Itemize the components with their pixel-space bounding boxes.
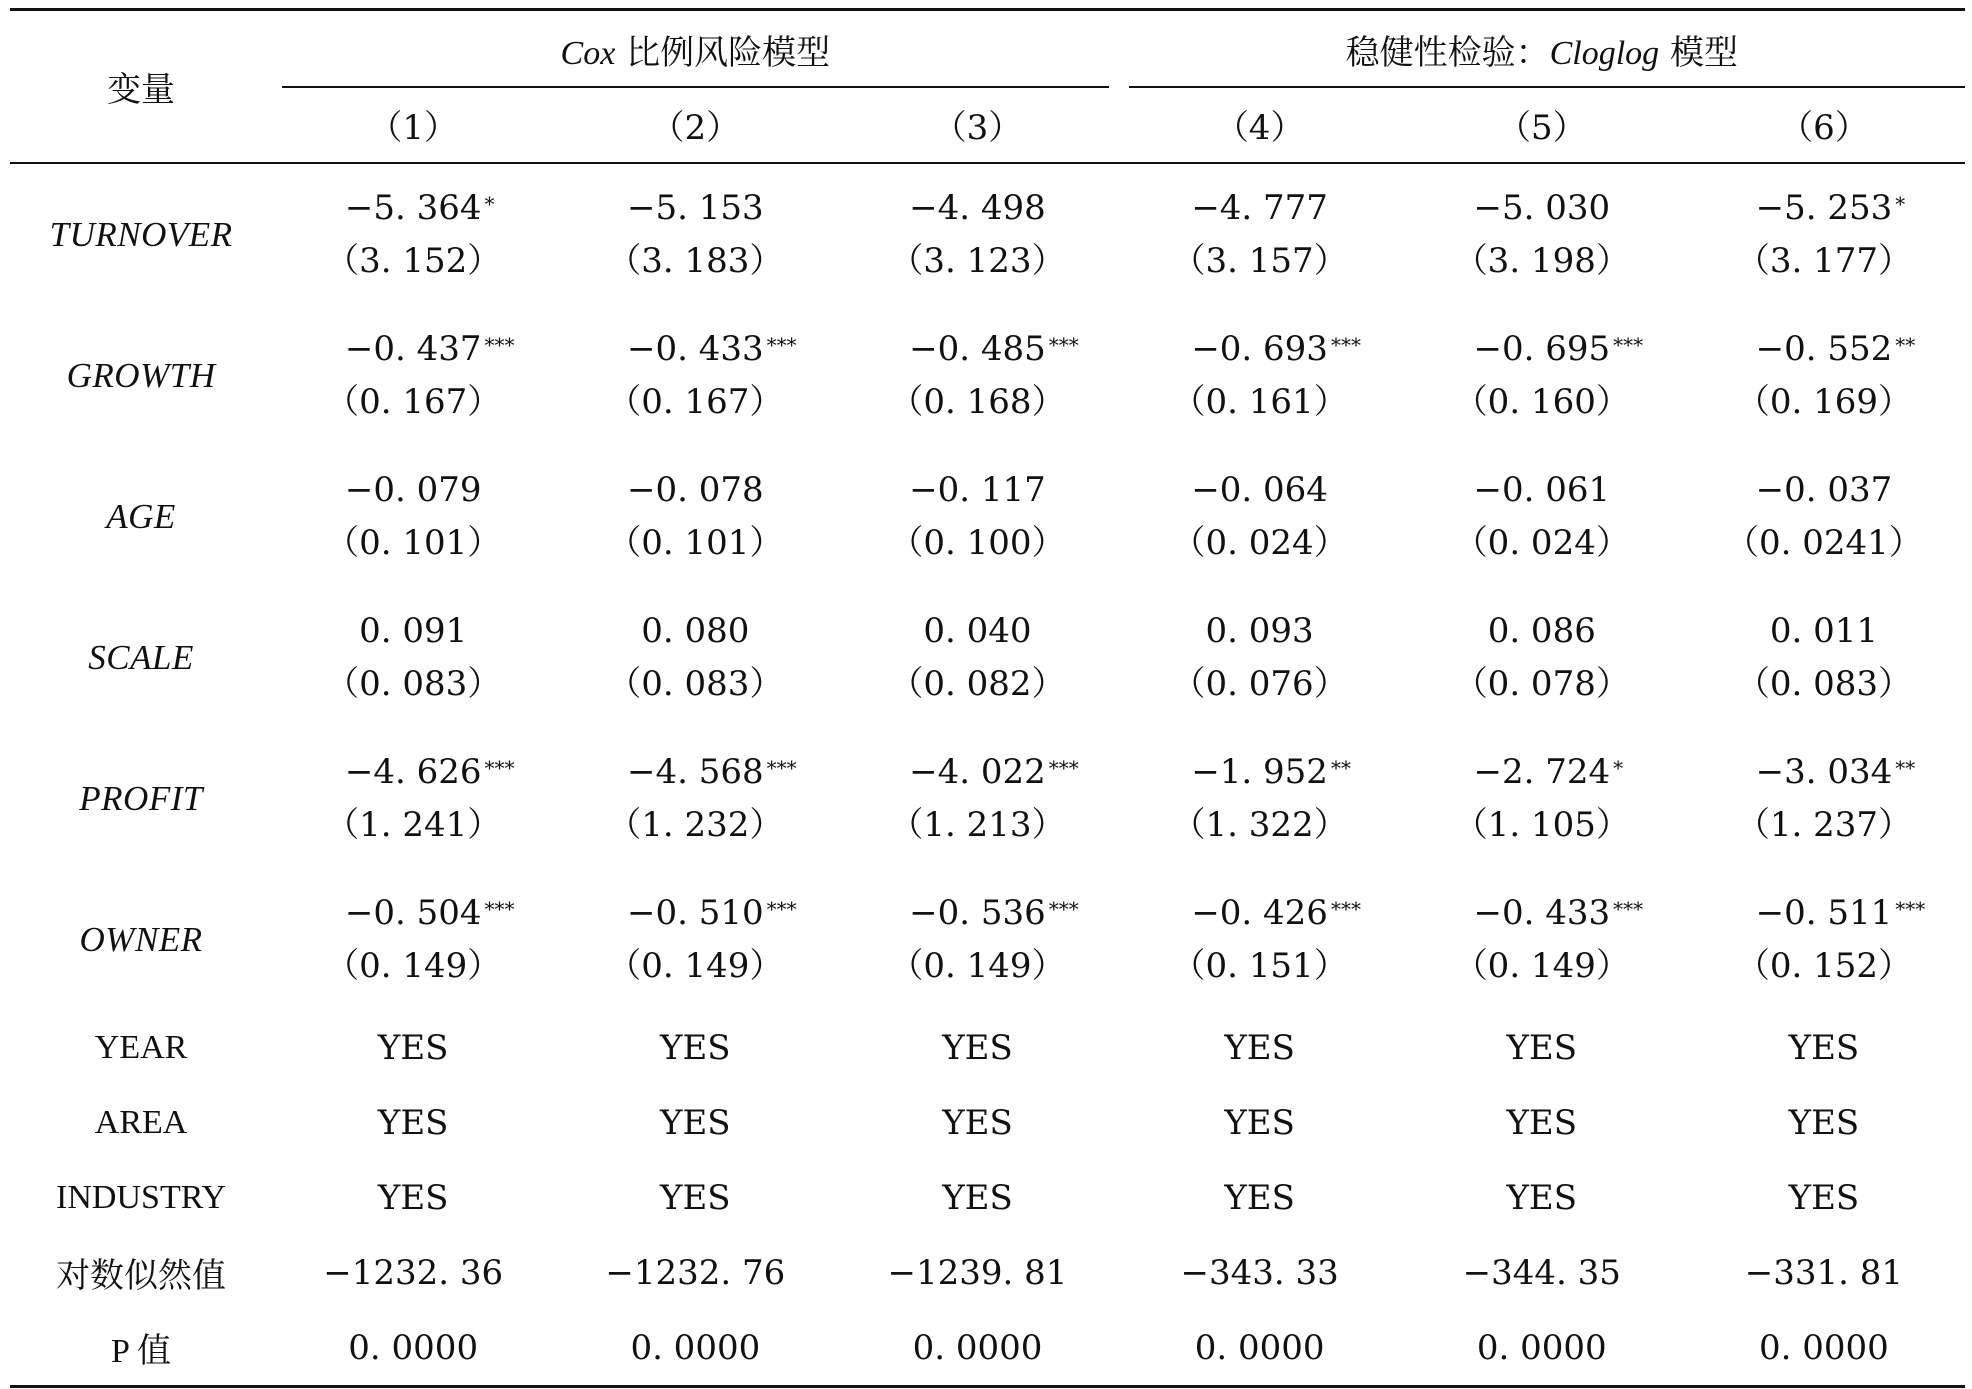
coefficient-line <box>836 464 1118 517</box>
coefficient-cell <box>1401 446 1683 587</box>
coefficient-cell <box>1401 728 1683 869</box>
standard-error: （0. 169） <box>1735 381 1912 422</box>
coefficient-value <box>909 328 1079 369</box>
table-row <box>10 446 1965 587</box>
significance-stars: *** <box>484 332 515 357</box>
coefficient-line <box>836 323 1118 376</box>
significance-stars: *** <box>1048 332 1079 357</box>
coefficient-text: −4. 626 <box>344 751 482 792</box>
coefficient-line <box>1119 323 1401 376</box>
column-header: （3） <box>932 108 1023 148</box>
coefficient-cell <box>554 869 836 1010</box>
table-header <box>10 10 1965 164</box>
table-row <box>10 163 1965 305</box>
standard-error: （3. 183） <box>607 240 784 281</box>
coefficient-cell <box>1401 587 1683 728</box>
coefficient-cell <box>554 446 836 587</box>
coefficient-line <box>1401 746 1683 799</box>
value-cell: YES <box>1224 1102 1295 1143</box>
value-cell: YES <box>942 1102 1013 1143</box>
coefficient-value <box>627 892 797 933</box>
table-row <box>10 1085 1965 1160</box>
coefficient-text: −0. 078 <box>627 469 764 510</box>
coefficient-cell <box>554 728 836 869</box>
coefficient-line <box>554 746 836 799</box>
coefficient-line <box>836 182 1118 235</box>
coefficient-line <box>1683 605 1965 658</box>
variable-name: GROWTH <box>66 355 216 395</box>
value-cell: YES <box>1506 1102 1578 1143</box>
coefficient-value <box>344 328 515 369</box>
value-cell: YES <box>1224 1177 1295 1218</box>
coefficient-cell <box>554 305 836 446</box>
coefficient-cell <box>1401 305 1683 446</box>
value-cell: YES <box>1506 1177 1578 1218</box>
coefficient-text: −0. 693 <box>1191 328 1328 369</box>
coefficient-cell <box>1683 728 1965 869</box>
group-header-cox-prefix: Cox <box>560 34 616 72</box>
coefficient-value <box>641 611 749 651</box>
coefficient-value <box>909 470 1046 510</box>
table-row <box>10 305 1965 446</box>
coefficient-cell <box>1683 587 1965 728</box>
variable-name: PROFIT <box>79 778 203 818</box>
coefficient-cell <box>272 728 554 869</box>
coefficient-cell <box>554 163 836 305</box>
coefficient-value <box>345 470 482 510</box>
coefficient-line <box>1119 887 1401 940</box>
group-header-cloglog-italic: Cloglog <box>1549 34 1660 72</box>
standard-error: （0. 101） <box>607 522 784 563</box>
coefficient-cell <box>1401 869 1683 1010</box>
coefficient-text: −0. 079 <box>344 469 482 510</box>
coefficient-text: 0. 093 <box>1205 610 1314 651</box>
standard-error: （0. 083） <box>325 663 502 704</box>
coefficient-value <box>1755 892 1926 933</box>
value-cell: YES <box>660 1177 731 1218</box>
coefficient-cell <box>272 163 554 305</box>
value-cell: YES <box>1506 1027 1578 1068</box>
coefficient-line <box>554 182 836 235</box>
table-row <box>10 869 1965 1010</box>
coefficient-value <box>359 611 467 651</box>
coefficient-cell <box>1683 869 1965 1010</box>
coefficient-text: −5. 253 <box>1755 187 1893 228</box>
coefficient-text: −0. 504 <box>344 892 482 933</box>
coefficient-cell <box>1683 163 1965 305</box>
value-cell: YES <box>660 1027 731 1068</box>
significance-stars: *** <box>766 332 797 357</box>
header-row-groups <box>10 10 1965 88</box>
standard-error: （1. 213） <box>889 804 1066 845</box>
coefficient-value <box>344 187 495 228</box>
standard-error: （1. 237） <box>1735 804 1912 845</box>
coefficient-value <box>1473 470 1610 510</box>
coefficient-value <box>1473 751 1624 792</box>
coefficient-line <box>272 887 554 940</box>
standard-error: （0. 082） <box>889 663 1066 704</box>
standard-error: （0. 024） <box>1171 522 1348 563</box>
value-cell: YES <box>1788 1102 1860 1143</box>
coefficient-cell <box>1119 163 1401 305</box>
standard-error: （0. 149） <box>889 945 1066 986</box>
variable-header <box>10 10 272 164</box>
standard-error: （3. 123） <box>889 240 1066 281</box>
group-header-cloglog-prefix: 稳健性检验： <box>1345 32 1550 73</box>
regression-table <box>10 8 1965 1388</box>
coefficient-value <box>1488 611 1596 651</box>
coefficient-line <box>1119 182 1401 235</box>
coefficient-text: −4. 568 <box>627 751 764 792</box>
coefficient-cell <box>1119 305 1401 446</box>
coefficient-cell <box>272 869 554 1010</box>
value-cell: YES <box>377 1177 449 1218</box>
variable-name: TURNOVER <box>49 214 233 254</box>
coefficient-value <box>1473 188 1610 228</box>
coefficient-value <box>1755 328 1916 369</box>
table-row <box>10 1235 1965 1310</box>
significance-stars: *** <box>1048 755 1079 780</box>
coefficient-cell <box>272 446 554 587</box>
significance-stars: *** <box>1613 332 1644 357</box>
coefficient-text: −0. 510 <box>627 892 764 933</box>
coefficient-text: −2. 724 <box>1473 751 1611 792</box>
coefficient-value <box>1191 470 1328 510</box>
coefficient-value <box>627 751 797 792</box>
coefficient-line <box>554 887 836 940</box>
coefficient-text: −0. 117 <box>909 469 1046 510</box>
coefficient-line <box>272 746 554 799</box>
standard-error: （0. 167） <box>607 381 784 422</box>
coefficient-text: −0. 552 <box>1755 328 1893 369</box>
coefficient-line <box>272 464 554 517</box>
value-cell: YES <box>942 1177 1013 1218</box>
coefficient-line <box>1683 746 1965 799</box>
group-header-cloglog-suffix: 模型 <box>1669 32 1738 73</box>
standard-error: （3. 177） <box>1735 240 1912 281</box>
standard-error: （0. 0241） <box>1725 522 1923 563</box>
coefficient-line <box>836 887 1118 940</box>
coefficient-value <box>1191 892 1361 933</box>
coefficient-cell <box>1119 587 1401 728</box>
significance-stars: ** <box>1330 755 1351 780</box>
coefficient-value <box>1191 751 1351 792</box>
table-body <box>10 163 1965 1387</box>
coefficient-cell <box>1683 305 1965 446</box>
coefficient-value <box>1756 470 1893 510</box>
coefficient-text: 0. 091 <box>359 610 468 651</box>
coefficient-line <box>1119 605 1401 658</box>
value-cell: −331. 81 <box>1744 1252 1904 1293</box>
column-header: （6） <box>1779 108 1869 148</box>
coefficient-text: 0. 086 <box>1487 610 1596 651</box>
coefficient-line <box>554 605 836 658</box>
standard-error: （1. 232） <box>607 804 784 845</box>
coefficient-line <box>1401 323 1683 376</box>
standard-error: （0. 024） <box>1453 522 1630 563</box>
coefficient-line <box>272 323 554 376</box>
coefficient-cell <box>836 163 1118 305</box>
group-underline-cox <box>282 86 1108 88</box>
coefficient-line <box>554 464 836 517</box>
standard-error: （1. 105） <box>1453 804 1630 845</box>
coefficient-value <box>1755 187 1906 228</box>
group-header-cox <box>272 10 1118 88</box>
coefficient-value <box>1755 751 1916 792</box>
header-row-columns <box>10 87 1965 163</box>
group-underline-cloglog <box>1129 86 1965 88</box>
standard-error: （0. 101） <box>325 522 502 563</box>
coefficient-line <box>554 323 836 376</box>
coefficient-value <box>344 751 515 792</box>
coefficient-value <box>627 470 764 510</box>
column-header: （4） <box>1214 108 1305 148</box>
coefficient-text: −5. 364 <box>344 187 482 228</box>
coefficient-line <box>1683 887 1965 940</box>
value-cell: YES <box>377 1102 449 1143</box>
coefficient-value <box>344 892 515 933</box>
coefficient-cell <box>1119 869 1401 1010</box>
standard-error: （0. 161） <box>1171 381 1348 422</box>
value-cell: 0. 0000 <box>348 1327 479 1368</box>
value-cell: 0. 0000 <box>1759 1327 1889 1368</box>
variable-name: OWNER <box>79 919 203 959</box>
value-cell: YES <box>377 1027 449 1068</box>
coefficient-line <box>836 746 1118 799</box>
coefficient-text: −0. 037 <box>1755 469 1893 510</box>
column-header: （2） <box>650 108 741 148</box>
coefficient-text: −4. 777 <box>1191 187 1328 228</box>
coefficient-text: 0. 040 <box>923 610 1032 651</box>
standard-error: （0. 160） <box>1453 381 1630 422</box>
coefficient-value <box>909 188 1046 228</box>
standard-error: （0. 083） <box>607 663 784 704</box>
coefficient-text: −0. 433 <box>627 328 764 369</box>
variable-name: SCALE <box>88 637 194 677</box>
coefficient-text: −0. 536 <box>909 892 1046 933</box>
significance-stars: * <box>1895 191 1906 216</box>
value-cell: −343. 33 <box>1180 1252 1339 1293</box>
value-cell: −1232. 76 <box>605 1252 786 1293</box>
coefficient-cell <box>1119 446 1401 587</box>
coefficient-value <box>627 188 764 228</box>
coefficient-cell <box>1119 728 1401 869</box>
significance-stars: *** <box>484 755 515 780</box>
table-row <box>10 1010 1965 1085</box>
significance-stars: *** <box>766 755 797 780</box>
significance-stars: *** <box>766 896 797 921</box>
significance-stars: *** <box>1613 896 1644 921</box>
coefficient-cell <box>836 587 1118 728</box>
standard-error: （0. 083） <box>1735 663 1912 704</box>
value-cell: 0. 0000 <box>1476 1327 1607 1368</box>
row-label: YEAR <box>94 1028 188 1066</box>
value-cell: 0. 0000 <box>912 1327 1043 1368</box>
coefficient-line <box>272 182 554 235</box>
coefficient-text: −0. 426 <box>1191 892 1328 933</box>
coefficient-value <box>909 751 1079 792</box>
coefficient-line <box>1683 323 1965 376</box>
standard-error: （0. 078） <box>1453 663 1630 704</box>
coefficient-text: −0. 511 <box>1755 892 1893 933</box>
value-cell: YES <box>1788 1027 1860 1068</box>
coefficient-text: −1. 952 <box>1191 751 1328 792</box>
coefficient-cell <box>836 869 1118 1010</box>
coefficient-cell <box>836 305 1118 446</box>
significance-stars: * <box>484 191 495 216</box>
coefficient-line <box>1401 605 1683 658</box>
significance-stars: *** <box>1895 896 1926 921</box>
column-header: （1） <box>368 108 459 148</box>
table-row <box>10 1310 1965 1387</box>
coefficient-text: −0. 064 <box>1191 469 1328 510</box>
significance-stars: * <box>1613 755 1624 780</box>
standard-error: （0. 076） <box>1171 663 1348 704</box>
variable-header-label: 变量 <box>107 70 176 110</box>
standard-error: （1. 322） <box>1171 804 1348 845</box>
value-cell: YES <box>1224 1027 1295 1068</box>
coefficient-value <box>923 611 1031 651</box>
significance-stars: *** <box>1330 896 1361 921</box>
standard-error: （3. 198） <box>1453 240 1630 281</box>
coefficient-cell <box>272 305 554 446</box>
coefficient-value <box>909 892 1079 933</box>
row-label: P 值 <box>110 1333 172 1370</box>
coefficient-line <box>1119 746 1401 799</box>
standard-error: （1. 241） <box>325 804 502 845</box>
coefficient-text: −0. 485 <box>909 328 1046 369</box>
group-header-cox-suffix: 比例风险模型 <box>626 32 831 73</box>
value-cell: 0. 0000 <box>1194 1327 1325 1368</box>
coefficient-line <box>836 605 1118 658</box>
coefficient-value <box>1473 892 1644 933</box>
coefficient-cell <box>836 446 1118 587</box>
coefficient-text: −0. 061 <box>1473 469 1611 510</box>
coefficient-text: 0. 011 <box>1769 610 1878 651</box>
value-cell: YES <box>1788 1177 1860 1218</box>
coefficient-text: −3. 034 <box>1755 751 1893 792</box>
coefficient-text: 0. 080 <box>641 610 750 651</box>
coefficient-value <box>627 328 797 369</box>
significance-stars: *** <box>1330 332 1361 357</box>
coefficient-value <box>1473 328 1644 369</box>
value-cell: YES <box>660 1102 731 1143</box>
significance-stars: *** <box>484 896 515 921</box>
column-header: （5） <box>1496 108 1587 148</box>
coefficient-cell <box>1683 446 1965 587</box>
value-cell: −1239. 81 <box>887 1252 1068 1293</box>
table-row <box>10 587 1965 728</box>
coefficient-text: −0. 695 <box>1473 328 1611 369</box>
coefficient-text: −4. 498 <box>909 187 1046 228</box>
standard-error: （0. 168） <box>889 381 1066 422</box>
table-row <box>10 1160 1965 1235</box>
coefficient-line <box>1683 182 1965 235</box>
coefficient-text: −0. 433 <box>1473 892 1611 933</box>
coefficient-line <box>1683 464 1965 517</box>
coefficient-line <box>272 605 554 658</box>
standard-error: （0. 149） <box>325 945 502 986</box>
coefficient-cell <box>1401 163 1683 305</box>
table-row <box>10 728 1965 869</box>
standard-error: （0. 100） <box>889 522 1066 563</box>
value-cell: −1232. 36 <box>323 1252 504 1293</box>
coefficient-text: −5. 030 <box>1473 187 1611 228</box>
coefficient-cell <box>554 587 836 728</box>
coefficient-cell <box>272 587 554 728</box>
standard-error: （0. 149） <box>607 945 784 986</box>
significance-stars: ** <box>1895 755 1916 780</box>
coefficient-value <box>1191 328 1361 369</box>
value-cell: YES <box>942 1027 1013 1068</box>
coefficient-value <box>1206 611 1314 651</box>
coefficient-text: −0. 437 <box>344 328 482 369</box>
standard-error: （0. 151） <box>1171 945 1348 986</box>
coefficient-text: −4. 022 <box>909 751 1046 792</box>
group-header-cloglog <box>1119 10 1965 88</box>
standard-error: （0. 149） <box>1453 945 1630 986</box>
standard-error: （0. 152） <box>1735 945 1912 986</box>
variable-name: AGE <box>106 496 176 536</box>
coefficient-line <box>1119 464 1401 517</box>
coefficient-value <box>1770 611 1878 651</box>
value-cell: 0. 0000 <box>630 1327 761 1368</box>
standard-error: （3. 157） <box>1171 240 1348 281</box>
significance-stars: *** <box>1048 896 1079 921</box>
coefficient-text: −5. 153 <box>627 187 764 228</box>
coefficient-cell <box>836 728 1118 869</box>
standard-error: （0. 167） <box>325 381 502 422</box>
row-label: 对数似然值 <box>56 1258 227 1295</box>
coefficient-line <box>1401 182 1683 235</box>
row-label: INDUSTRY <box>56 1178 227 1216</box>
coefficient-value <box>1191 188 1328 228</box>
coefficient-line <box>1401 887 1683 940</box>
significance-stars: ** <box>1895 332 1916 357</box>
row-label: AREA <box>94 1103 188 1141</box>
value-cell: −344. 35 <box>1462 1252 1621 1293</box>
standard-error: （3. 152） <box>325 240 502 281</box>
coefficient-line <box>1401 464 1683 517</box>
